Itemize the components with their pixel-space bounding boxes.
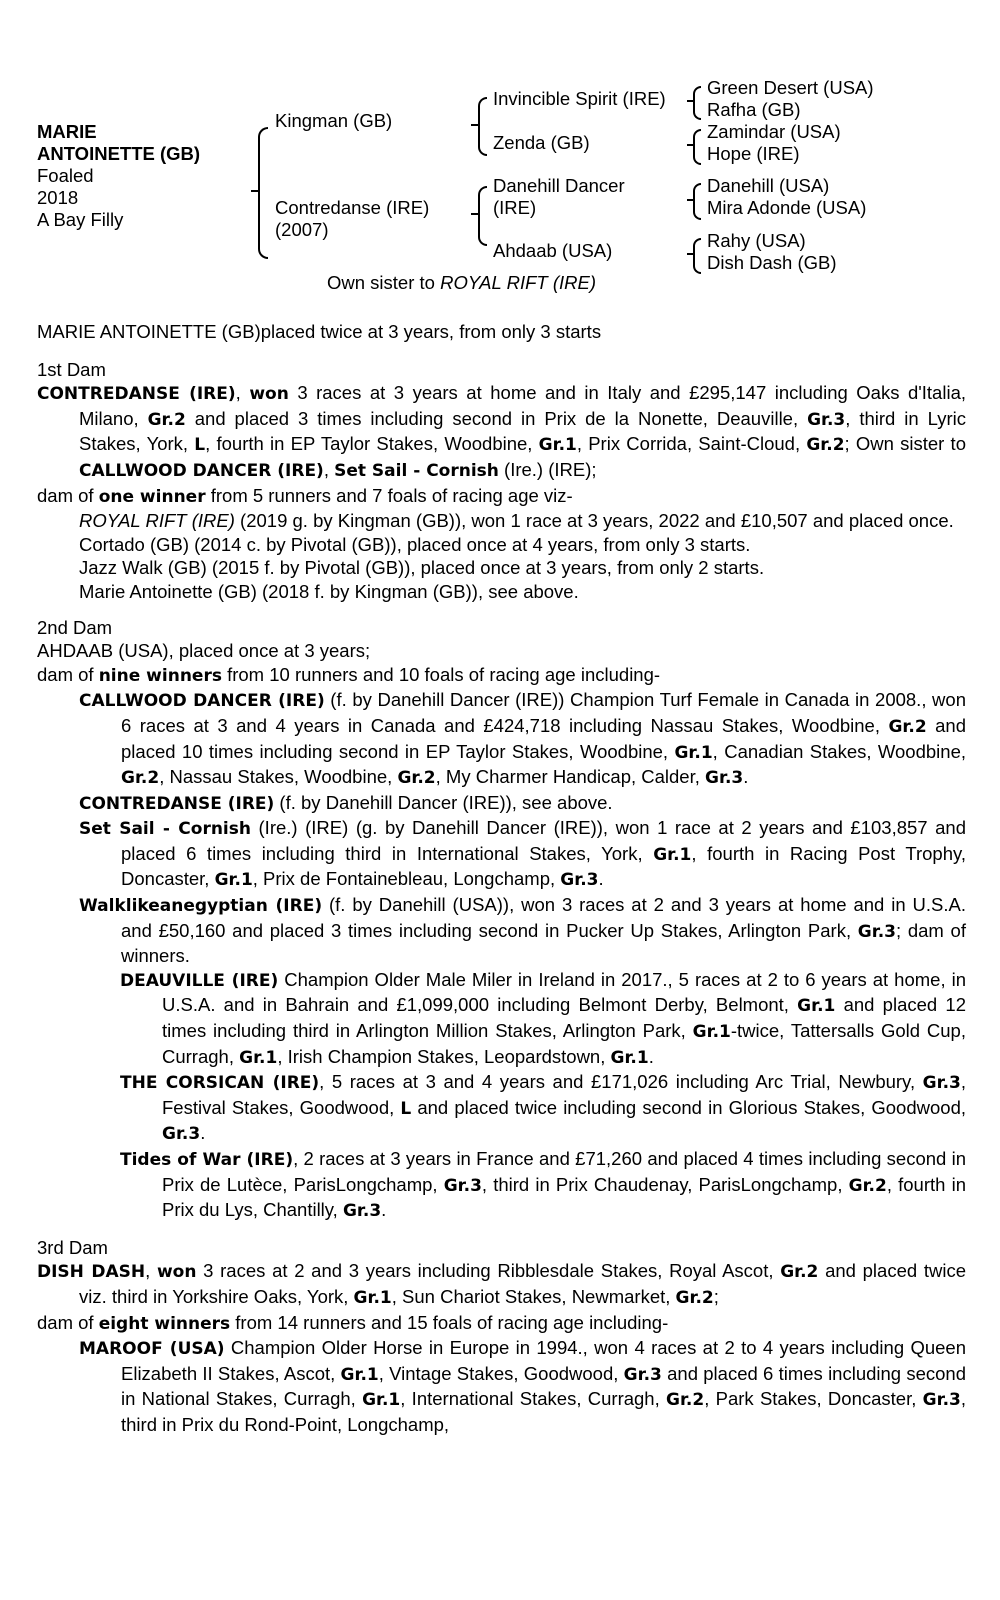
horse-name-line1: MARIE xyxy=(37,121,97,142)
text-run: DEAUVILLE (IRE) xyxy=(120,970,279,991)
text-run: , xyxy=(145,1260,157,1282)
record-paragraph xyxy=(37,639,966,663)
record-paragraph xyxy=(37,1336,966,1436)
pedigree-sire: Kingman (GB) xyxy=(275,110,393,131)
text-run: Gr.3 xyxy=(922,1073,961,1094)
text-run: Gr.1 xyxy=(362,1390,401,1411)
text-run: , xyxy=(323,458,335,480)
pedigree-ddd: Dish Dash (GB) xyxy=(707,252,837,273)
text-run: (Ire.) (IRE) (g. by Danehill Dancer (IRE)), won 1 race at 2 years and £103,857 and placed 6 times including third in International Stakes, York, xyxy=(121,817,966,864)
record-paragraph xyxy=(37,968,966,1070)
text-run: . xyxy=(598,868,604,890)
text-run: Jazz Walk (GB) (2015 f. by Pivotal (GB)), placed once at 3 years, from only 2 starts. xyxy=(79,557,765,579)
text-run: Marie Antoinette (GB) (2018 f. by Kingman (GB)), see above. xyxy=(79,580,579,602)
text-run: , My Charmer Handicap, Calder, xyxy=(435,766,706,788)
text-run: Gr.1 xyxy=(674,742,713,763)
brace-ds-parents-tip xyxy=(687,199,693,201)
text-run: and placed twice including second in Glorious Stakes, Goodwood, xyxy=(411,1096,967,1118)
text-run: , Prix Corrida, Saint-Cloud, xyxy=(576,433,807,455)
text-run: Set Sail - Cornish xyxy=(79,819,251,840)
horse-description: A Bay Filly xyxy=(37,209,124,230)
text-run: Gr.1 xyxy=(538,435,577,456)
pedigree-ssd: Rafha (GB) xyxy=(707,99,801,120)
own-sister-prefix: Own sister to xyxy=(327,272,441,293)
text-run: , Sun Chariot Stakes, Newmarket, xyxy=(391,1285,676,1307)
brace-sire-parents-tip xyxy=(471,124,479,126)
text-run: one winner xyxy=(98,486,206,507)
text-run: , Nassau Stakes, Woodbine, xyxy=(159,766,398,788)
pedigree-dam-dam: Ahdaab (USA) xyxy=(493,240,613,261)
text-run: Gr.1 xyxy=(353,1287,392,1308)
text-run: CONTREDANSE (IRE) xyxy=(79,793,275,814)
text-run: Gr.3 xyxy=(705,768,744,789)
text-run: ; dam of winners. xyxy=(121,919,966,967)
text-run: Gr.2 xyxy=(121,768,160,789)
text-run: Gr.2 xyxy=(147,409,186,430)
text-run: Gr.3 xyxy=(922,1390,961,1411)
text-run: , Irish Champion Stakes, Leopardstown, xyxy=(277,1045,611,1067)
text-run: , fourth in EP Taylor Stakes, Woodbine, xyxy=(205,433,539,455)
text-run: from 5 runners and 7 foals of racing age viz- xyxy=(205,484,573,506)
text-run: , Park Stakes, Doncaster, xyxy=(704,1388,923,1410)
record-paragraph xyxy=(37,1070,966,1147)
text-run: 3 races at 3 years at home and in Italy and £295,147 including Oaks d'Italia, Milano, xyxy=(79,382,966,429)
text-run: , fourth in Racing Post Trophy, Doncaster, xyxy=(121,842,966,890)
pedigree-dam-line2: (2007) xyxy=(275,219,329,240)
text-run: (f. by Danehill Dancer (IRE)) Champion Turf Female in Canada in 2008., won 6 races at 3 and 4 years in Canada and £424,718 including Nassau Stakes, Woodbine, xyxy=(121,689,966,736)
foaled-label: Foaled xyxy=(37,165,94,186)
text-run: Champion Older Horse in Europe in 1994., won 4 races at 2 to 4 years including Queen Elizabeth II Stakes, Ascot, xyxy=(121,1337,967,1384)
pedigree-sdd: Hope (IRE) xyxy=(707,143,800,164)
text-run: from 14 runners and 15 foals of racing age including- xyxy=(230,1311,669,1333)
text-run: MAROOF (USA) xyxy=(79,1339,225,1360)
pedigree-sire-sire: Invincible Spirit (IRE) xyxy=(493,88,666,109)
text-run: eight winners xyxy=(98,1313,231,1334)
text-run: , Vintage Stakes, Goodwood, xyxy=(378,1362,624,1384)
brace-parents xyxy=(258,127,268,259)
brace-dam-parents xyxy=(478,186,487,246)
record-paragraph xyxy=(37,1147,966,1224)
text-run: (2019 g. by Kingman (GB)), won 1 race at 3 years, 2022 and £10,507 and placed once. xyxy=(234,510,954,532)
text-run: Gr.3 xyxy=(443,1175,482,1196)
text-run: , fourth in Prix du Lys, Chantilly, xyxy=(162,1173,966,1221)
text-run: from 10 runners and 10 foals of racing age including- xyxy=(221,663,661,685)
record-paragraph xyxy=(37,1311,966,1337)
text-run: . xyxy=(200,1122,206,1144)
brace-ss-parents-tip xyxy=(687,100,693,102)
text-run: Gr.1 xyxy=(239,1047,278,1068)
text-run: . xyxy=(381,1199,387,1221)
record-paragraph xyxy=(37,580,966,604)
text-run: Gr.2 xyxy=(666,1390,705,1411)
section-heading xyxy=(37,616,966,640)
pedigree-dam-sire-line1: Danehill Dancer xyxy=(493,175,625,196)
text-run: Walklikeanegyptian (IRE) xyxy=(79,896,323,917)
brace-sd-parents xyxy=(693,129,701,165)
text-run: Champion Older Male Miler in Ireland in 2017., 5 races at 2 to 6 years at home, in U.S.A. and in Bahrain and £1,099,000 including Belmont Derby, Belmont, xyxy=(162,968,966,1016)
text-run: ROYAL RIFT (IRE) xyxy=(79,510,235,532)
record-paragraph xyxy=(37,816,966,893)
text-run: L xyxy=(400,1098,412,1119)
pedigree-dss: Danehill (USA) xyxy=(707,175,830,196)
text-run: Gr.1 xyxy=(653,844,692,865)
record-paragraph xyxy=(37,509,966,533)
text-run: Gr.1 xyxy=(610,1047,649,1068)
text-run: ; Own sister to xyxy=(844,433,966,455)
section-heading xyxy=(37,358,966,382)
text-run: THE CORSICAN (IRE) xyxy=(120,1073,320,1094)
pedigree-dsd: Mira Adonde (USA) xyxy=(707,197,867,218)
pedigree-dam-line1: Contredanse (IRE) xyxy=(275,197,430,218)
pedigree-dds: Rahy (USA) xyxy=(707,230,806,251)
text-run: CALLWOOD DANCER (IRE) xyxy=(79,691,325,712)
text-run: Gr.3 xyxy=(807,409,846,430)
text-run: Gr.1 xyxy=(797,996,836,1017)
text-run: . xyxy=(743,766,749,788)
text-run: , xyxy=(235,382,250,404)
text-run: , International Stakes, Curragh, xyxy=(400,1388,667,1410)
pedigree-dam-sire-line2: (IRE) xyxy=(493,197,537,218)
record-paragraph xyxy=(37,381,966,483)
text-run: dam of xyxy=(37,1311,99,1333)
text-run: , Canadian Stakes, Woodbine, xyxy=(712,740,966,762)
foaled-year: 2018 xyxy=(37,187,79,208)
text-run: (f. by Danehill (USA)), won 3 races at 2 and 3 years at home and in U.S.A. and £50,160 and placed 3 times including second in Pucker Up Stakes, Arlington Park, xyxy=(121,894,966,941)
horse-name-line2: ANTOINETTE (GB) xyxy=(37,143,201,164)
text-run: CALLWOOD DANCER (IRE) xyxy=(79,460,324,481)
text-run: Gr.1 xyxy=(340,1364,379,1385)
text-run: 3rd Dam xyxy=(37,1236,108,1258)
text-run: Tides of War (IRE) xyxy=(120,1150,294,1170)
text-run: L xyxy=(194,435,206,456)
text-run: Gr.1 xyxy=(692,1022,731,1043)
text-run: (Ire.) (IRE); xyxy=(498,458,597,480)
record-paragraph xyxy=(37,484,966,510)
text-run: CONTREDANSE (IRE) xyxy=(37,384,236,405)
record-paragraph xyxy=(37,556,966,580)
pedigree-sds: Zamindar (USA) xyxy=(707,121,841,142)
text-run: Gr.1 xyxy=(214,870,253,891)
brace-dd-parents-tip xyxy=(687,253,693,255)
brace-sire-parents xyxy=(478,97,487,156)
text-run: , 2 races at 3 years in France and £71,260 and placed 4 times including second in Prix de Lutèce, ParisLongchamp, xyxy=(162,1148,967,1195)
text-run: ; xyxy=(713,1285,719,1307)
text-run: and placed twice viz. third in Yorkshire Oaks, York, xyxy=(79,1260,966,1307)
text-run: Gr.3 xyxy=(623,1364,662,1385)
text-run: Gr.3 xyxy=(857,921,896,942)
text-run: , third in Lyric Stakes, York, xyxy=(79,407,967,455)
text-run: 3 races at 2 and 3 years including Ribblesdale Stakes, Royal Ascot, xyxy=(196,1260,781,1282)
brace-ss-parents xyxy=(693,86,701,120)
summary-line: MARIE ANTOINETTE (GB)placed twice at 3 years, from only 3 starts xyxy=(37,321,602,342)
text-run: -twice, Tattersalls Gold Cup, Curragh, xyxy=(162,1020,966,1067)
text-run: , Festival Stakes, Goodwood, xyxy=(162,1071,966,1118)
brace-ds-parents xyxy=(693,183,701,220)
brace-sd-parents-tip xyxy=(687,144,693,146)
text-run: and placed 3 times including second in Prix de la Nonette, Deauville, xyxy=(185,407,808,429)
text-run: 1st Dam xyxy=(37,358,106,380)
section-heading xyxy=(37,1236,966,1260)
text-run: won xyxy=(156,1262,197,1283)
dam-paragraphs xyxy=(37,358,966,1437)
text-run: , third in Prix du Rond-Point, Longchamp, xyxy=(121,1388,966,1435)
text-run: , Prix de Fontainebleau, Longchamp, xyxy=(252,868,561,890)
text-run: AHDAAB (USA), placed once at 3 years; xyxy=(37,640,371,662)
own-sister-name: ROYAL RIFT (IRE) xyxy=(440,272,596,293)
record-paragraph xyxy=(37,893,966,968)
text-run: Gr.3 xyxy=(162,1124,201,1145)
text-run: Gr.2 xyxy=(848,1175,887,1196)
record-paragraph xyxy=(37,688,966,790)
text-run: , 5 races at 3 and 4 years and £171,026 including Arc Trial, Newbury, xyxy=(319,1071,923,1093)
text-run: (f. by Danehill Dancer (IRE)), see above. xyxy=(274,791,613,813)
record-paragraph xyxy=(37,1259,966,1310)
brace-dd-parents xyxy=(693,238,701,274)
text-run: 2nd Dam xyxy=(37,616,113,638)
text-run: Set Sail - Cornish xyxy=(334,460,499,481)
record-paragraph xyxy=(37,533,966,557)
pedigree-sss: Green Desert (USA) xyxy=(707,77,874,98)
text-run: . xyxy=(648,1045,654,1067)
brace-parents-tip xyxy=(251,190,259,192)
text-run: Gr.3 xyxy=(560,870,599,891)
own-sister-note xyxy=(327,272,596,294)
text-run: , third in Prix Chaudenay, ParisLongchamp, xyxy=(481,1173,849,1195)
text-run: and placed 12 times including third in Arlington Million Stakes, Arlington Park, xyxy=(162,994,966,1042)
text-run: Gr.2 xyxy=(888,716,927,737)
text-run: Gr.2 xyxy=(397,768,436,789)
brace-dam-parents-tip xyxy=(471,213,479,215)
pedigree-sire-dam: Zenda (GB) xyxy=(493,132,590,153)
text-run: DISH DASH xyxy=(37,1262,146,1283)
text-run: dam of xyxy=(37,663,99,685)
text-run: Cortado (GB) (2014 c. by Pivotal (GB)), placed once at 4 years, from only 3 starts. xyxy=(79,533,751,555)
text-run: Gr.2 xyxy=(675,1287,714,1308)
text-run: Gr.2 xyxy=(780,1262,819,1283)
record-paragraph xyxy=(37,791,966,817)
text-run: dam of xyxy=(37,484,99,506)
text-run: Gr.2 xyxy=(806,435,845,456)
text-run: and placed 10 times including second in EP Taylor Stakes, Woodbine, xyxy=(121,714,966,762)
text-run: nine winners xyxy=(98,665,222,686)
text-run: Gr.3 xyxy=(342,1201,382,1222)
text-run: and placed 6 times including second in National Stakes, Curragh, xyxy=(121,1362,967,1410)
record-paragraph xyxy=(37,663,966,689)
text-run: won xyxy=(249,384,289,405)
pedigree-notes xyxy=(37,320,966,1437)
